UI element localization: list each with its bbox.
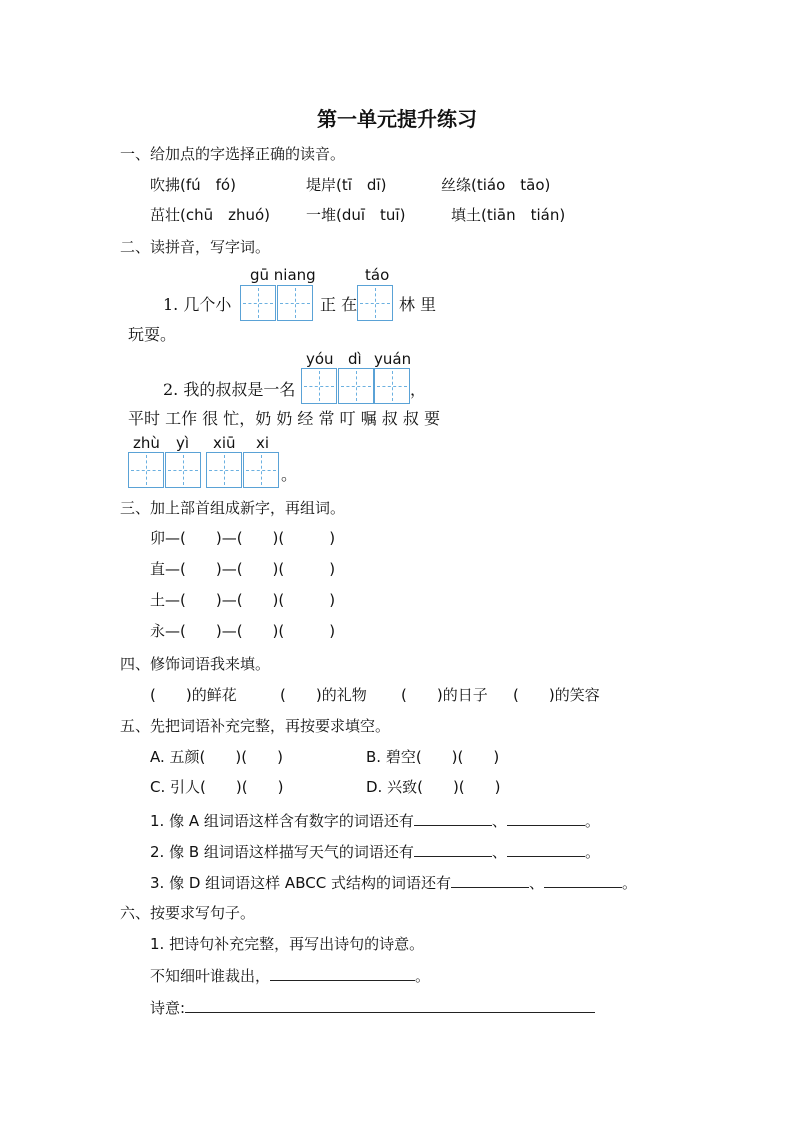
answer-line[interactable] xyxy=(270,966,415,981)
s5-sep: 、 xyxy=(528,874,544,892)
s5-sep: 、 xyxy=(491,812,507,830)
answer-line[interactable] xyxy=(414,842,492,857)
s6-meaning-line xyxy=(150,998,595,1018)
pinyin-yuan: yuán xyxy=(374,350,412,368)
section-2-heading: 二、读拼音，写字词。 xyxy=(120,238,271,256)
q1-end: 玩耍。 xyxy=(128,325,177,344)
writing-box[interactable] xyxy=(338,368,374,404)
answer-line[interactable] xyxy=(451,873,529,888)
s3-row-2[interactable]: 直—( )—( )( ) xyxy=(150,560,336,578)
pinyin-xiu: xiū xyxy=(213,434,236,452)
s6-question-1: 1. 把诗句补充完整，再写出诗句的诗意。 xyxy=(150,935,425,953)
s4-item-3[interactable]: ( )的日子 xyxy=(401,686,488,704)
answer-line[interactable] xyxy=(544,873,622,888)
section-3-heading: 三、加上部首组成新字，再组词。 xyxy=(120,499,346,517)
s5-q1-text: 1. 像 A 组词语这样含有数字的词语还有 xyxy=(150,812,414,830)
s1-item-5: 一堆(duī tuī) xyxy=(306,206,406,224)
q1-prefix: 1. 几个小 xyxy=(163,295,232,314)
s5-item-d[interactable]: D. 兴致( )( ) xyxy=(366,778,501,796)
pinyin-you: yóu xyxy=(306,350,334,368)
s3-row-3[interactable]: 土—( )—( )( ) xyxy=(150,591,336,609)
s5-sep: 、 xyxy=(491,843,507,861)
pinyin-zhu: zhù xyxy=(133,434,160,452)
q1-suffix: 林 里 xyxy=(399,295,437,314)
writing-box[interactable] xyxy=(374,368,410,404)
s5-end: 。 xyxy=(584,843,600,861)
pinyin-guniang: gū niang xyxy=(250,266,316,284)
writing-box[interactable] xyxy=(165,452,201,488)
s5-item-b[interactable]: B. 碧空( )( ) xyxy=(366,748,500,766)
s4-item-2[interactable]: ( )的礼物 xyxy=(280,686,367,704)
s6-meaning-label: 诗意: xyxy=(150,999,186,1017)
writing-box[interactable] xyxy=(243,452,279,488)
pinyin-tao: táo xyxy=(365,266,390,284)
s1-item-4: 茁壮(chū zhuó) xyxy=(150,206,271,224)
answer-line[interactable] xyxy=(507,811,585,826)
pinyin-yi: yì xyxy=(176,434,190,452)
writing-box[interactable] xyxy=(301,368,337,404)
s5-end: 。 xyxy=(584,812,600,830)
writing-box[interactable] xyxy=(128,452,164,488)
s5-question-2 xyxy=(150,842,600,862)
section-1-heading: 一、给加点的字选择正确的读音。 xyxy=(120,145,346,163)
s1-item-6: 填土(tiān tián) xyxy=(451,206,566,224)
s4-item-4[interactable]: ( )的笑容 xyxy=(513,686,600,704)
writing-box[interactable] xyxy=(357,285,393,321)
s3-row-1[interactable]: 卯—( )—( )( ) xyxy=(150,529,336,547)
s6-poem-text: 不知细叶谁裁出， xyxy=(150,967,271,985)
s5-q2-text: 2. 像 B 组词语这样描写天气的词语还有 xyxy=(150,843,414,861)
s5-question-3 xyxy=(150,873,637,893)
answer-line[interactable] xyxy=(185,998,595,1013)
writing-box[interactable] xyxy=(206,452,242,488)
pinyin-di: dì xyxy=(348,350,362,368)
s6-end: 。 xyxy=(415,967,431,985)
page-title: 第一单元提升练习 xyxy=(317,107,477,131)
s5-question-1 xyxy=(150,811,600,831)
q1-middle: 正 在 xyxy=(320,295,358,314)
s5-q3-text: 3. 像 D 组词语这样 ABCC 式结构的词语还有 xyxy=(150,874,451,892)
s5-item-c[interactable]: C. 引人( )( ) xyxy=(150,778,284,796)
s6-poem-line xyxy=(150,966,430,986)
q2-comma: ， xyxy=(410,380,427,399)
writing-box[interactable] xyxy=(277,285,313,321)
s4-item-1[interactable]: ( )的鲜花 xyxy=(150,686,237,704)
answer-line[interactable] xyxy=(414,811,492,826)
answer-line[interactable] xyxy=(507,842,585,857)
s1-item-3: 丝绦(tiáo tāo) xyxy=(441,176,551,194)
s1-item-1: 吹拂(fú fó) xyxy=(150,176,236,194)
q2-prefix: 2. 我的叔叔是一名 xyxy=(163,380,296,399)
s1-item-2: 堤岸(tī dī) xyxy=(306,176,387,194)
q2-end: 。 xyxy=(281,465,298,484)
writing-box[interactable] xyxy=(240,285,276,321)
s3-row-4[interactable]: 永—( )—( )( ) xyxy=(150,622,336,640)
s5-end: 。 xyxy=(621,874,637,892)
s5-item-a[interactable]: A. 五颜( )( ) xyxy=(150,748,283,766)
pinyin-xi: xi xyxy=(256,434,270,452)
section-5-heading: 五、先把词语补充完整，再按要求填空。 xyxy=(120,717,391,735)
section-4-heading: 四、修饰词语我来填。 xyxy=(120,655,271,673)
section-6-heading: 六、按要求写句子。 xyxy=(120,904,256,922)
q2-line2: 平时 工作 很 忙，奶 奶 经 常 叮 嘱 叔 叔 要 xyxy=(128,409,440,428)
